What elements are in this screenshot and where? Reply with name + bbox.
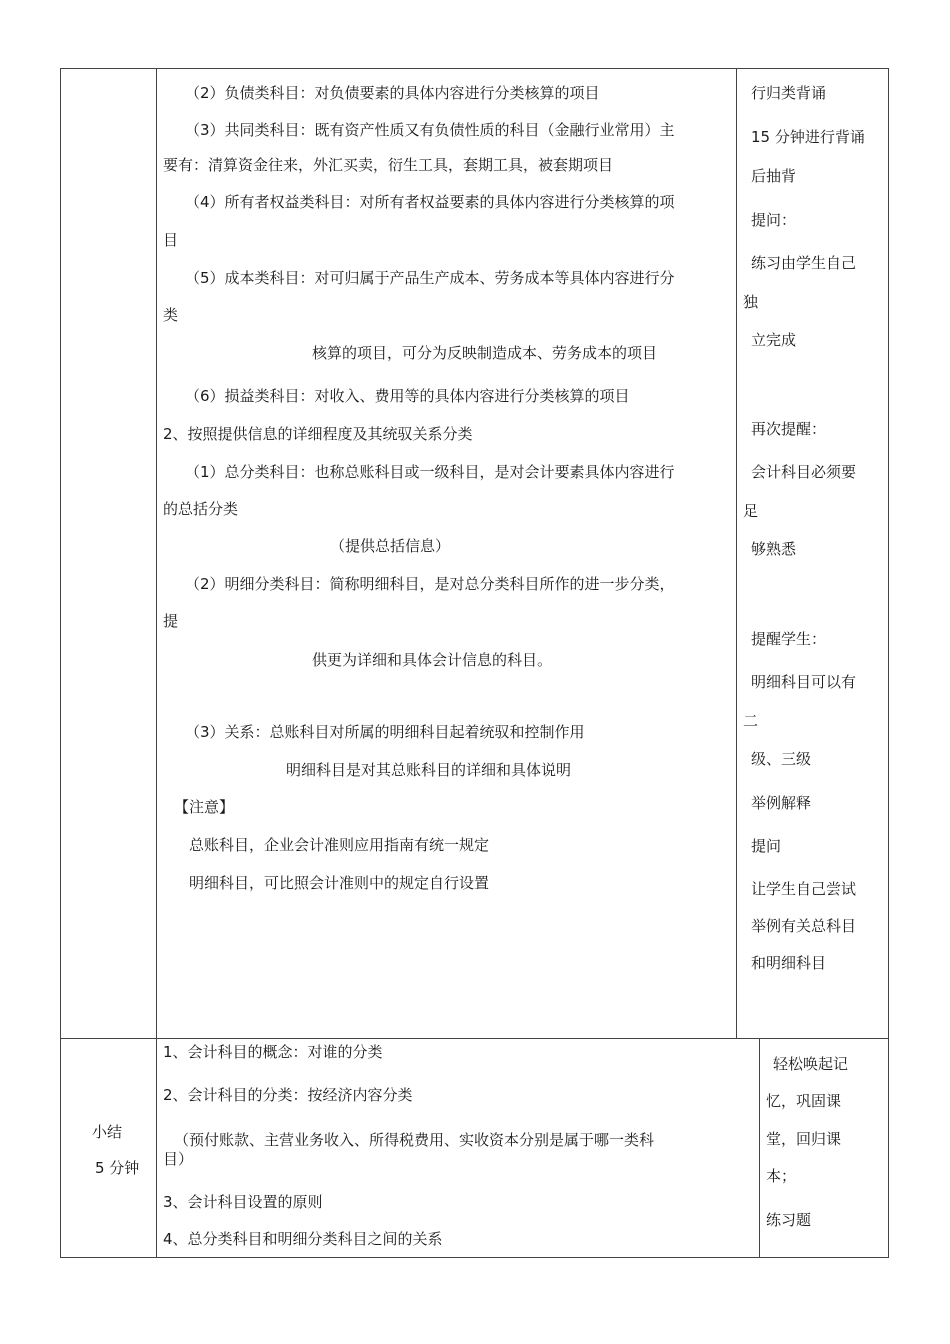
row2-main-line: （预付账款、主营业务收入、所得税费用、实收资本分别是属于哪一类科 (174, 1131, 655, 1149)
table-col-divider-2-row2 (759, 1038, 760, 1258)
row1-note-line: 够熟悉 (751, 540, 797, 558)
row1-note-line: 明细科目可以有 (751, 673, 857, 691)
row2-main-line: 4、总分类科目和明细分类科目之间的关系 (163, 1230, 443, 1248)
row1-note-line: 提问 (751, 837, 782, 855)
row1-note-line: 举例解释 (751, 794, 812, 812)
table-col-divider-1 (156, 68, 157, 1258)
row1-main-line: （2）负债类科目：对负债要素的具体内容进行分类核算的项目 (185, 84, 600, 102)
row1-note-line: 二 (743, 712, 759, 730)
row1-main-line: （2）明细分类科目：简称明细科目，是对总分类科目所作的进一步分类， (185, 575, 675, 593)
row2-main-line: 2、会计科目的分类：按经济内容分类 (163, 1086, 413, 1104)
table-border-bottom (60, 1257, 889, 1258)
table-border-top (60, 68, 889, 69)
row1-note-line: 和明细科目 (751, 954, 827, 972)
row1-main-line: 总账科目，企业会计准则应用指南有统一规定 (189, 836, 490, 854)
row1-note-line: 立完成 (751, 331, 797, 349)
row1-main-line: 提 (163, 612, 179, 630)
row1-main-line: （提供总括信息） (330, 537, 451, 555)
row1-note-line: 级、三级 (751, 750, 812, 768)
row2-note-line: 本； (766, 1167, 797, 1185)
row1-note-line: 15 分钟进行背诵 (751, 128, 865, 146)
row1-main-line: 【注意】 (174, 798, 235, 816)
row1-main-line: （3）关系：总账科目对所属的明细科目起着统驭和控制作用 (185, 723, 585, 741)
row2-main-line: 3、会计科目设置的原则 (163, 1193, 323, 1211)
row2-note-line: 练习题 (766, 1211, 812, 1229)
row1-note-line: 会计科目必须要 (751, 463, 857, 481)
row1-main-line: 类 (163, 306, 179, 324)
table-row-divider (60, 1038, 889, 1039)
row1-main-line: 要有：清算资金往来，外汇买卖，衍生工具，套期工具，被套期项目 (163, 156, 614, 174)
row1-main-line: （4）所有者权益类科目：对所有者权益要素的具体内容进行分类核算的项 (185, 193, 675, 211)
row1-note-line: 练习由学生自己 (751, 254, 857, 272)
row1-main-line: 明细科目是对其总账科目的详细和具体说明 (286, 761, 572, 779)
summary-label: 小结 (92, 1123, 123, 1141)
row1-main-line: 明细科目，可比照会计准则中的规定自行设置 (189, 874, 490, 892)
row1-note-line: 提问： (751, 211, 797, 229)
row1-main-line: 2、按照提供信息的详细程度及其统驭关系分类 (163, 425, 473, 443)
row2-note-line: 堂，回归课 (766, 1130, 842, 1148)
table-border-left (60, 68, 61, 1258)
row1-main-line: （3）共同类科目：既有资产性质又有负债性质的科目（金融行业常用）主 (185, 121, 675, 139)
row1-main-line: （5）成本类科目：对可归属于产品生产成本、劳务成本等具体内容进行分 (185, 269, 675, 287)
row1-main-line: 供更为详细和具体会计信息的科目。 (312, 651, 553, 669)
row1-note-line: 独 (743, 293, 759, 311)
row1-note-line: 行归类背诵 (751, 84, 827, 102)
summary-time: 5 分钟 (95, 1159, 140, 1177)
row2-main-line: 1、会计科目的概念：对谁的分类 (163, 1043, 383, 1061)
row2-note-line: 轻松唤起记 (773, 1055, 849, 1073)
row1-note-line: 让学生自己尝试 (751, 880, 857, 898)
row1-main-line: 的总括分类 (163, 500, 239, 518)
row1-main-line: （1）总分类科目：也称总账科目或一级科目，是对会计要素具体内容进行 (185, 463, 675, 481)
row1-note-line: 再次提醒： (751, 420, 827, 438)
row1-note-line: 举例有关总科目 (751, 917, 857, 935)
table-col-divider-2-row1 (736, 68, 737, 1039)
row1-main-line: 目 (163, 231, 179, 249)
row1-main-line: （6）损益类科目：对收入、费用等的具体内容进行分类核算的项目 (185, 387, 630, 405)
row2-note-line: 忆，巩固课 (766, 1092, 842, 1110)
row1-note-line: 足 (743, 502, 759, 520)
table-border-right (888, 68, 889, 1258)
row1-note-line: 后抽背 (751, 167, 797, 185)
row2-main-line: 目） (163, 1150, 194, 1168)
row1-note-line: 提醒学生： (751, 630, 827, 648)
row1-main-line: 核算的项目，可分为反映制造成本、劳务成本的项目 (312, 344, 658, 362)
